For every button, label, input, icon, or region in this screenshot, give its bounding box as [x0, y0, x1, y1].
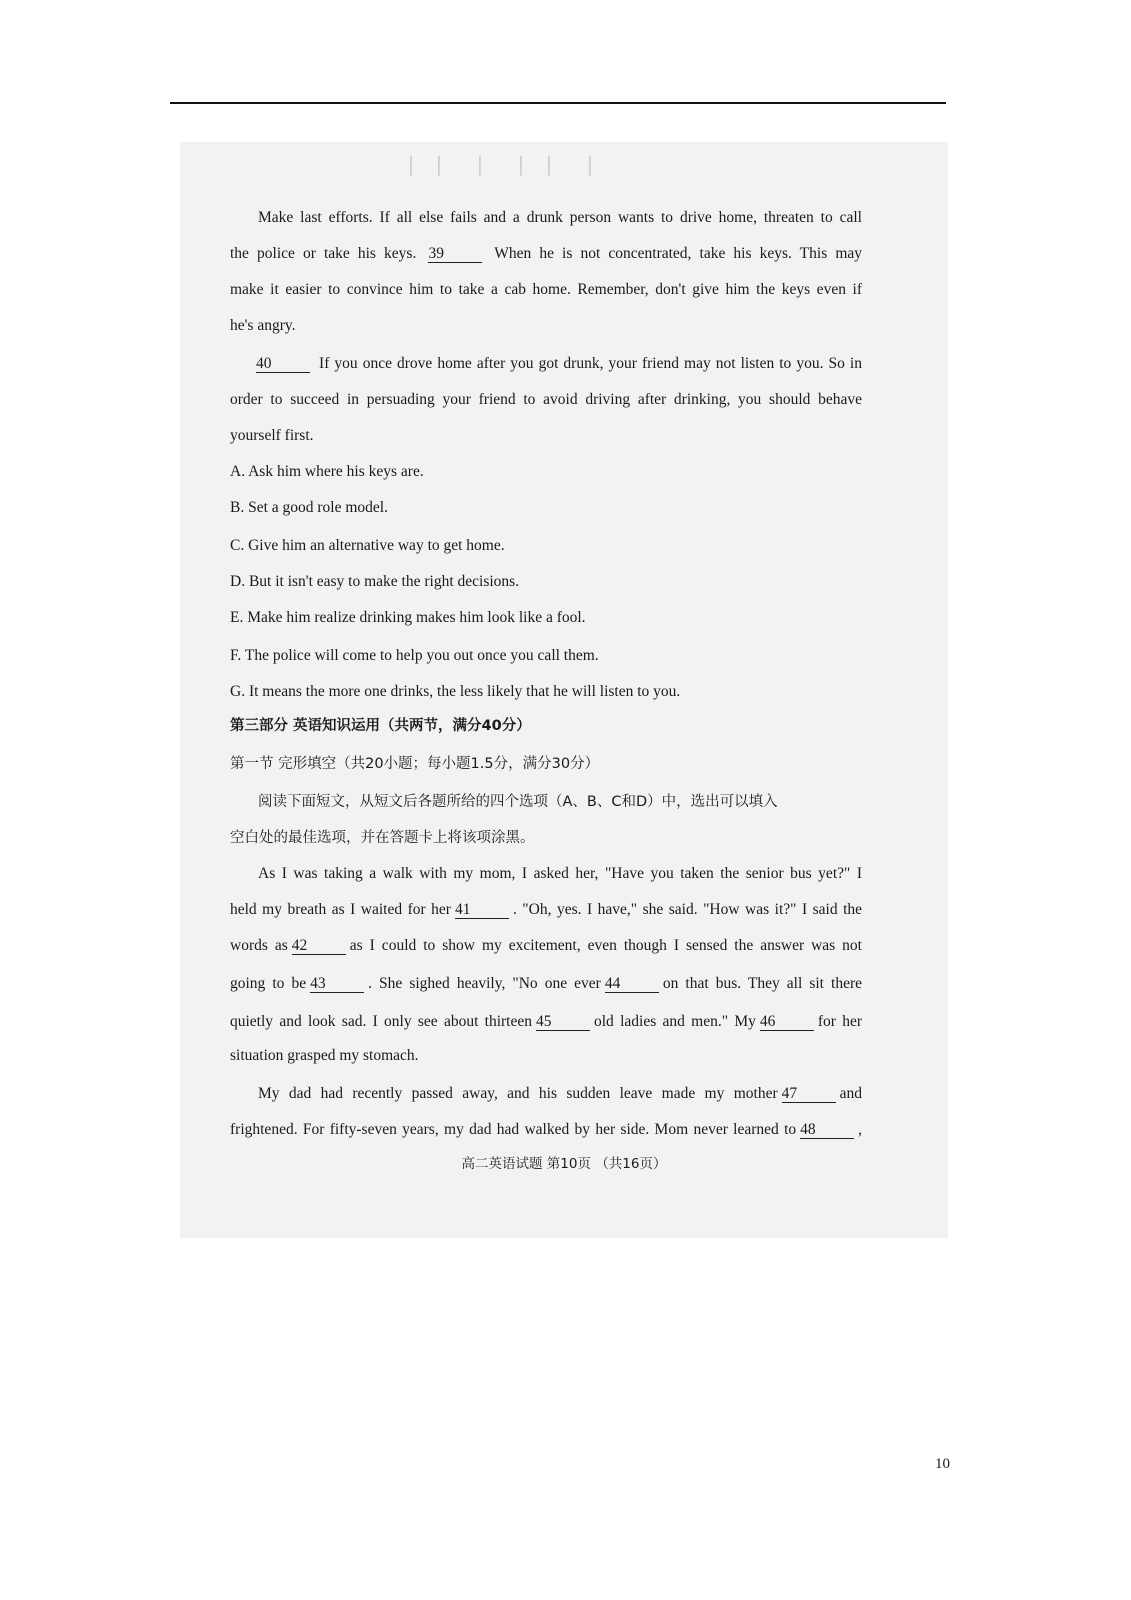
section1-heading: 第一节 完形填空（共20小题；每小题1.5分，满分30分） [230, 756, 600, 772]
option-f: F. The police will come to help you out once you call them. [230, 647, 599, 664]
p40-line-2: order to succeed in persuading your friend to avoid driving after drinking, you should behave [230, 391, 862, 408]
p40-line-3: yourself first. [230, 427, 314, 444]
page-number: 10 [935, 1456, 950, 1472]
p39-line-1: Make last efforts. If all else fails and a drunk person wants to drive home, threaten to call [258, 209, 862, 226]
blank-44: 44 [605, 976, 659, 993]
instruction-line-1: 阅读下面短文，从短文后各题所给的四个选项（A、B、C和D）中，选出可以填入 [258, 794, 778, 810]
cloze-p1-line-2: held my breath as I waited for her 41 . "Oh, yes. I have," she said. "How was it?" I said the [230, 901, 862, 918]
cloze-p1-line-4: going to be 43 . She sighed heavily, "No one ever 44 on that bus. They all sit there [230, 975, 862, 992]
exam-footer: 高二英语试题 第10页 （共16页） [461, 1156, 667, 1172]
option-c: C. Give him an alternative way to get home. [230, 537, 505, 554]
blank-43: 43 [310, 976, 364, 993]
instruction-line-2: 空白处的最佳选项，并在答题卡上将该项涂黑。 [230, 830, 535, 846]
blank-47: 47 [782, 1086, 836, 1103]
cloze-p1-line-3: words as 42 as I could to show my excitement, even though I sensed the answer was not [230, 937, 862, 954]
option-d: D. But it isn't easy to make the right decisions. [230, 573, 520, 590]
option-g: G. It means the more one drinks, the less likely that he will listen to you. [230, 683, 681, 700]
p39-line-3: make it easier to convince him to take a cab home. Remember, don't give him the keys even if [230, 281, 862, 298]
cloze-p1-line-1: As I was taking a walk with my mom, I asked her, "Have you taken the senior bus yet?" I [258, 865, 862, 882]
cloze-p1-line-6: situation grasped my stomach. [230, 1047, 419, 1064]
p39-line-2: the police or take his keys. 39 When he is not concentrated, take his keys. This may [230, 245, 862, 262]
blank-41: 41 [455, 902, 509, 919]
blank-40: 40 [256, 356, 310, 373]
blank-42: 42 [292, 938, 346, 955]
option-a: A. Ask him where his keys are. [230, 463, 424, 480]
part3-heading: 第三部分 英语知识运用（共两节，满分40分） [230, 718, 531, 734]
option-e: E. Make him realize drinking makes him look like a fool. [230, 609, 586, 626]
p40-line-1: 40 If you once drove home after you got drunk, your friend may not listen to you. So in [256, 355, 862, 372]
blank-45: 45 [536, 1014, 590, 1031]
scan-noise: 丨丨 丨 丨丨 丨 [400, 155, 607, 180]
top-rule [170, 102, 946, 104]
cloze-p2-line-1: My dad had recently passed away, and his sudden leave made my mother 47 and [258, 1085, 862, 1102]
cloze-p1-line-5: quietly and look sad. I only see about thirteen 45 old ladies and men." My 46 for her [230, 1013, 862, 1030]
cloze-p2-line-2: frightened. For fifty-seven years, my dad had walked by her side. Mom never learned to 48 , [230, 1121, 862, 1138]
blank-39: 39 [428, 246, 482, 263]
p39-line-4: he's angry. [230, 317, 296, 334]
blank-46: 46 [760, 1014, 814, 1031]
option-b: B. Set a good role model. [230, 499, 388, 516]
blank-48: 48 [800, 1122, 854, 1139]
